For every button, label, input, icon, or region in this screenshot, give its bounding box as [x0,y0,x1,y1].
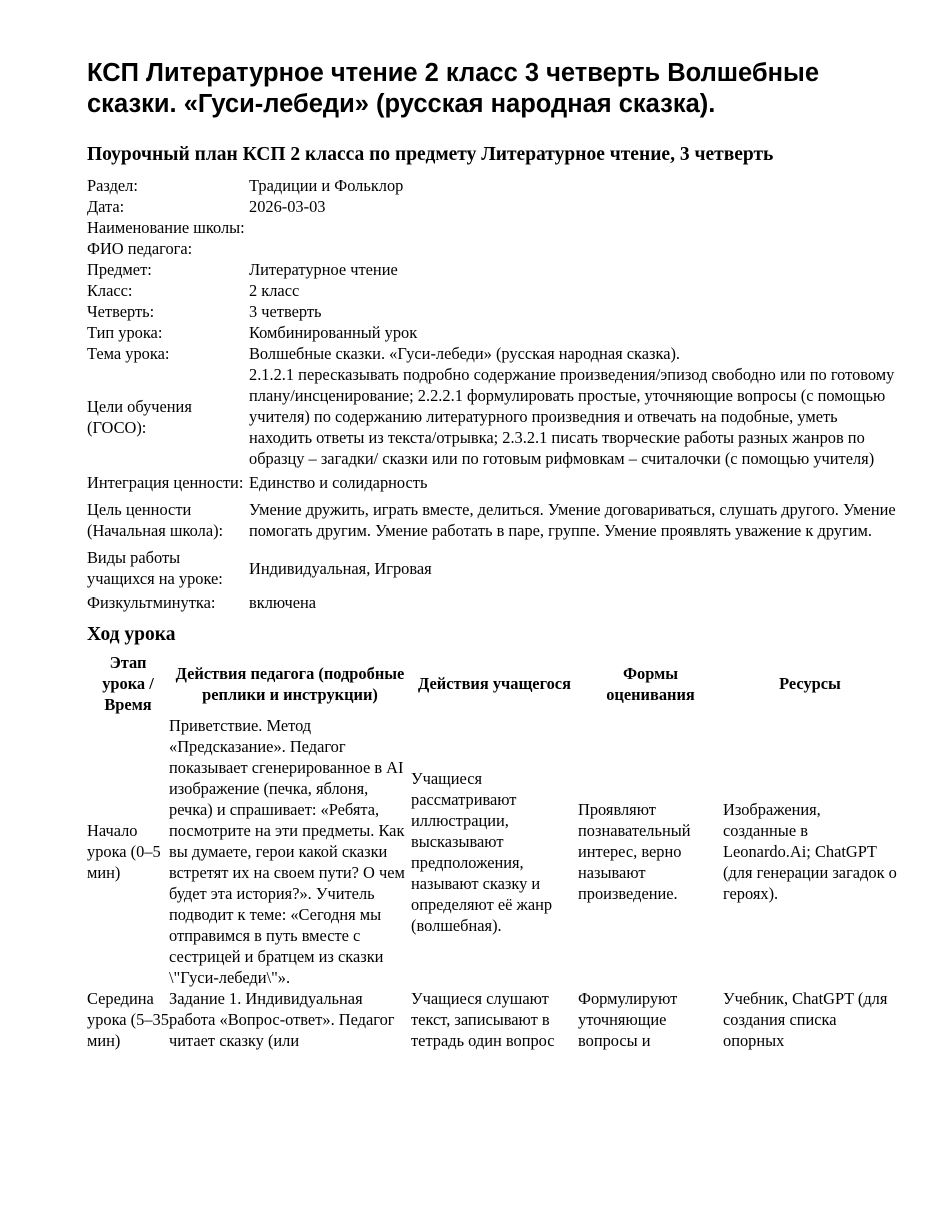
info-row-value-goal [87,496,897,544]
info-value: Традиции и Фольклор [249,176,404,195]
info-row-topic [87,343,897,364]
info-label: Интеграция ценности: [87,473,244,492]
info-row-date [87,196,897,217]
info-value: Волшебные сказки. «Гуси-лебеди» (русская народная сказка). [249,344,681,363]
info-row-subject [87,259,897,280]
lesson-table-header [87,652,897,715]
info-value: 2026-03-03 [249,197,326,216]
info-value: 2 класс [249,281,300,300]
info-value: Индивидуальная, Игровая [249,558,432,578]
info-value: Литературное чтение [249,260,398,279]
info-row-lesson-type [87,322,897,343]
info-value [249,238,897,259]
cell-student: Учащиеся слушают текст, записывают в тетрадь один вопрос [411,989,555,1050]
info-value: 2.1.2.1 пересказывать подробно содержание произведения/эпизод свободно или по готовому плану/инсценирование; 2.2.2.1 формулировать простые, уточняющие вопросы (с помощью учителя) по содержанию литературного произведния и отвечать на подобные, уметь находить ответы из текста/отрывка; 2.3.2.1 писать творческие работы разных жанров по образцу – загадки/ сказки или по готовым рифмовкам – считалочки (с помощью учителя) [249,365,895,468]
column-header-stage: Этап урока / Время [102,653,154,714]
cell-assessment: Проявляют познавательный интерес, верно называют произведение. [578,800,691,903]
column-header-teacher: Действия педагога (подробные реплики и инструкции) [175,663,405,704]
info-row-work-types [87,544,897,592]
info-value: Умение дружить, играть вместе, делиться. Умение договариваться, слушать другого. Умение помогать другим. Умение работать в паре, группе. Умение проявлять уважение к другим. [249,500,896,540]
info-row-fizminutka [87,592,897,613]
cell-teacher: Задание 1. Индивидуальная работа «Вопрос-ответ». Педагог читает сказку (или [169,989,395,1050]
document-title: КСП Литературное чтение 2 класс 3 четверть Волшебные сказки. «Гуси-лебеди» (русская народная сказка). [87,59,820,118]
cell-assessment: Формулируют уточняющие вопросы и [578,989,678,1050]
lesson-heading: Ход урока [87,624,176,645]
info-row-value-integration [87,469,897,496]
info-value: включена [249,593,317,612]
info-label: Раздел: [87,176,138,195]
info-row-razdel [87,175,897,196]
info-row-school [87,217,897,238]
info-row-grade [87,280,897,301]
info-value: Комбинированный урок [249,323,418,342]
cell-resources: Учебник, ChatGPT (для создания списка опорных [723,989,888,1050]
info-label: Четверть: [87,302,155,321]
info-value [249,217,897,238]
info-label: Виды работы учащихся на уроке: [87,548,223,588]
lesson-table [87,652,897,1051]
info-label: Цель ценности (Начальная школа): [87,500,224,540]
info-label: Наименование школы: [87,218,245,237]
table-row [87,988,897,1051]
info-value: Единство и солидарность [249,473,428,492]
info-row-teacher [87,238,897,259]
info-value: 3 четверть [249,302,322,321]
info-label: Тип урока: [87,323,163,342]
info-row-quarter [87,301,897,322]
cell-student: Учащиеся рассматривают иллюстрации, высказывают предположения, называют сказку и определяют её жанр (волшебная). [411,768,553,935]
cell-resources: Изображения, созданные в Leonardo.Ai; ChatGPT (для генерации загадок о героях). [723,800,897,903]
plan-subtitle: Поурочный план КСП 2 класса по предмету Литературное чтение, 3 четверть [87,144,774,165]
column-header-assessment: Формы оценивания [606,663,695,704]
info-label: ФИО педагога: [87,239,193,258]
info-label: Дата: [87,197,125,216]
column-header-student: Действия учащегося [418,674,571,693]
info-label: Предмет: [87,260,152,279]
table-row [87,715,897,988]
cell-stage: Начало урока (0–5 мин) [87,821,161,882]
info-label: Класс: [87,281,133,300]
cell-stage: Середина урока (5–35 мин) [87,989,169,1050]
info-label: Физкультминутка: [87,593,216,612]
info-row-goals [87,364,897,469]
info-label: Тема урока: [87,344,170,363]
document-page [87,58,897,1051]
column-header-resources: Ресурсы [779,674,841,693]
info-table [87,175,897,613]
cell-teacher: Приветствие. Метод «Предсказание». Педагог показывает сгенерированное в AI изображение (печка, яблоня, речка) и спрашивает: «Ребята, посмотрите на эти предметы. Как вы думаете, герои какой сказки встретят их на своем пути? О чем будет эта история?». Учитель подводит к теме: «Сегодня мы отправимся в путь вместе с сестрицей и братцем из сказки \"Гуси-лебеди\"». [169,716,405,987]
info-label: Цели обучения (ГОСО): [87,396,192,437]
